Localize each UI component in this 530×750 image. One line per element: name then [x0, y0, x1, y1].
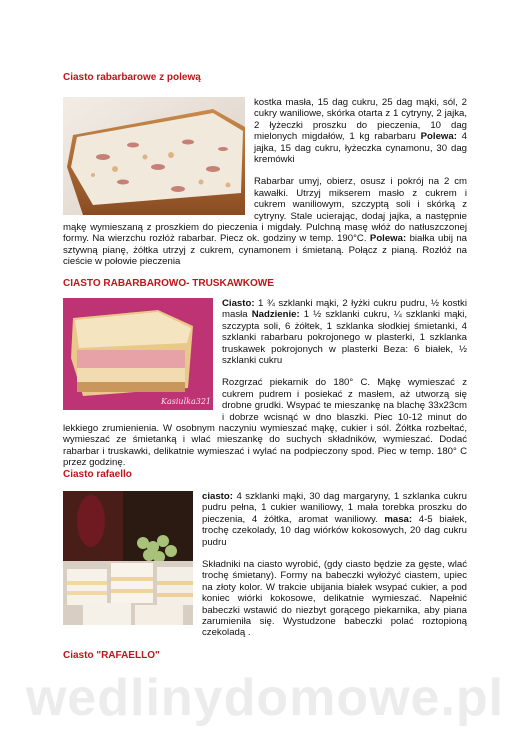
rhubarb-cake-image: [63, 97, 245, 215]
dough-text: 1 ¾ szklanki mąki, 2 łyżki cukru pudru, ½ kostki masła: [222, 298, 467, 321]
recipe-title-rabarbarowo-truskawkowe: CIASTO RABARBAROWO- TRUSKAWKOWE: [63, 278, 274, 289]
filling-label: Nadzienie:: [251, 309, 300, 321]
strawberry-rhubarb-cake-photo: [63, 298, 213, 410]
mass-label: masa:: [384, 513, 413, 525]
mass-text: 4-5 białek, trochę czekolady, 10 dag wiórków kokosowych, 20 dag cukru pudru: [202, 513, 467, 548]
method-glaze-text: białka ubij na sztywną pianę, żółtka utrzyj z cukrem, cynamonem i śmietaną. Połącz z pianą. Rozłóż na cieście w połowie pieczenia: [63, 233, 467, 268]
rafaello-cake-image: [63, 491, 193, 625]
recipe-title-rafaello: Ciasto rafaello: [63, 469, 132, 480]
strawberry-rhubarb-cake-image: [63, 298, 213, 410]
dough-label: ciasto:: [202, 491, 233, 502]
method-text: Rozgrzać piekarnik do 180° C. Mąkę wymieszać z cukrem pudrem i posiekać z masłem, aż utworzą się drobne grudki. Wsypać te mieszankę na blachę 33x23cm i dobrze wcisnąć w dno blaszki. Piec 10-12 minut do lekkiego zrumienienia. W osobnym naczyniu wymieszać mąkę, cukier i sól. Żółtka rozbełtać, wymieszać ze śmietanką i wlać mieszankę do suchych składników, wymieszać. Dodać rabarbar i truskawki, delikatnie wymieszać i wylać na podpieczony spod. Piec w temp. 180° C przez godzinę.: [63, 377, 467, 469]
dough-text: 4 szklanki mąki, 30 dag margaryny, 1 szklanka cukru pudru pełna, 1 cukier waniliowy, 1 mała torebka proszku do pieczenia, 4 żółtka, aromat waniliowy.: [202, 491, 467, 525]
filling-text: 1 ½ szklanki cukru, ¼ szklanki mąki, szczypta soli, 6 żółtek, 1 szklanka słodkiej śmietanki, 4 szklanki rabarbaru pokrojonego w plasterki, 1 szklanka truskawek pokrojonych w plasterki Beza: 6 białek, ½ szklanki cukru: [222, 309, 467, 367]
dough-label: Ciasto:: [222, 298, 255, 309]
rhubarb-cake-photo: [63, 97, 245, 215]
watermark: wedlinydomowe.pl: [25, 669, 505, 727]
glaze-text: 4 jajka, 15 dag cukru, łyżeczka cynamonu, 30 dag kremówki: [254, 131, 467, 166]
recipe-1-ingredients: [63, 97, 467, 268]
method-text: Składniki na ciasto wyrobić, (gdy ciasto będzie za gęste, wlać trochę śmietany). Formy na babeczki wyłożyć ciastem, upiec na złoty kolor. W trakcie ubijania białek wsypać cukier, a pod koniec wiórki kokosowe, delikatnie wymieszać. Napełnić babeczki wstawić do niezbyt gorącego piekarnika, aby piana zarumieniła się. Wystudzone babeczki polać roztopioną czekoladą .: [202, 559, 467, 639]
recipe-title-rabarbarowe: Ciasto rabarbarowe z polewą: [63, 72, 201, 83]
method-glaze-label: Polewa:: [369, 233, 407, 245]
recipe-2-ingredients: [63, 298, 467, 469]
photo-signature: Kasiulka321: [161, 397, 212, 406]
recipe-title-rafaello-caps: Ciasto "RAFAELLO": [63, 650, 160, 661]
ingredients-text: kostka masła, 15 dag cukru, 25 dag mąki, sól, 2 cukry waniliowe, skórka otarta z 1 cytryny, 2 jajka, 2 łyżeczki proszku do pieczenia, 10 dag mielonych migdałów, 1 kg rabarbaru: [254, 97, 467, 143]
recipe-3-ingredients: [63, 491, 467, 639]
glaze-label: Polewa:: [420, 131, 457, 143]
rafaello-cake-photo: [63, 491, 193, 625]
method-text: Rabarbar umyj, obierz, osusz i pokrój na 2 cm kawałki. Utrzyj mikserem masło z cukrem i cukrem waniliowym, szczyptą soli i skórką z cytryny. Stale ucierając, dodaj jajka, a następnie mąkę wymieszaną z proszkiem do pieczenia i migdały. Pulchną masę włóż do natłuszczonej formy. Na wierzchu rozłóż rabarbar. Piecz ok. godziny w temp. 190°C.: [63, 176, 467, 245]
